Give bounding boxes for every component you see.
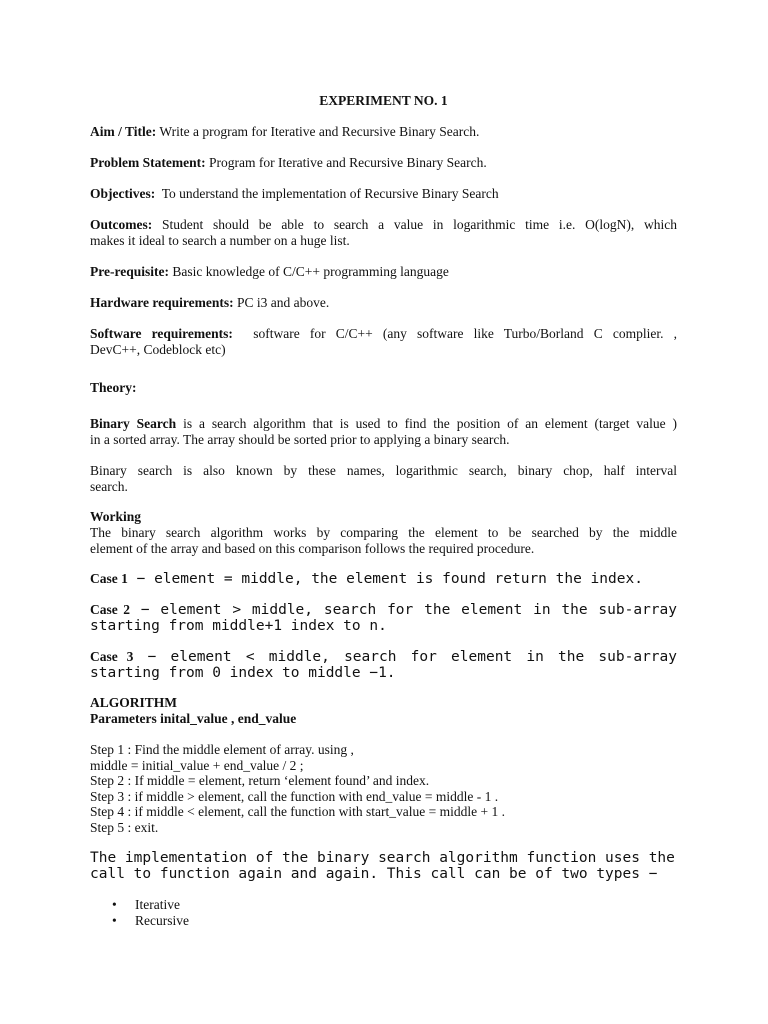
algorithm-heading: ALGORITHM [90, 695, 178, 710]
objectives-label: Objectives: [90, 186, 156, 201]
prereq-line [90, 264, 677, 280]
case-1 [90, 571, 677, 587]
bullet-icon: • [112, 913, 117, 928]
step-line: Step 4 : if middle < element, call the function with start_value = middle + 1 . [90, 804, 505, 819]
aka-line-2: search. [90, 479, 128, 494]
case-3-label: Case 3 [90, 649, 134, 664]
objectives-line [90, 186, 677, 202]
step-line: Step 5 : exit. [90, 819, 159, 835]
binary-search-line-2: in a sorted array. The array should be sorted prior to applying a binary search. [90, 432, 510, 447]
outcomes-label: Outcomes: [90, 217, 153, 232]
working-line-1: The binary search algorithm works by comparing the element to be searched by the middle [90, 525, 677, 540]
case-1-label: Case 1 [90, 571, 128, 586]
software-label: Software requirements: [90, 326, 233, 341]
working-heading: Working [90, 509, 142, 524]
call-types-list [90, 897, 677, 929]
prereq-text: Basic knowledge of C/C++ programming language [172, 264, 449, 279]
outcomes-line-2: makes it ideal to search a number on a huge list. [90, 233, 350, 248]
aim-text: Write a program for Iterative and Recursive Binary Search. [159, 124, 480, 139]
case-3-line-2: starting from 0 index to middle −1. [90, 665, 396, 681]
step-line: Step 3 : if middle > element, call the function with end_value = middle - 1 . [90, 788, 499, 804]
step-line: Step 2 : If middle = element, return ‘element found’ and index. [90, 773, 430, 788]
list-item [90, 913, 677, 929]
case-3-text-1: − element < middle, search for element in the sub-array [133, 649, 677, 665]
outcomes-line-1 [90, 217, 677, 233]
working-line-2: element of the array and based on this comparison follows the required procedure. [90, 541, 535, 556]
case-3-line-1 [90, 649, 677, 665]
list-item [90, 897, 677, 913]
hardware-label: Hardware requirements: [90, 295, 234, 310]
software-line-1 [90, 326, 677, 342]
step-line: Step 1 : Find the middle element of array. using , [90, 742, 354, 757]
software-line-2: DevC++, Codeblock etc) [90, 342, 226, 357]
binary-search-label: Binary Search [90, 416, 177, 431]
step-line: middle = initial_value + end_value / 2 ; [90, 757, 304, 773]
list-item-text: Recursive [135, 913, 189, 928]
problem-text: Program for Iterative and Recursive Binary Search. [208, 155, 487, 170]
prereq-label: Pre-requisite: [90, 264, 169, 279]
implementation-line-2: call to function again and again. This call can be of two types − [90, 866, 658, 882]
problem-line [90, 155, 677, 171]
aim-label: Aim / Title: [90, 124, 157, 139]
case-1-text: − element = middle, the element is found return the index. [127, 571, 643, 587]
aim-line [90, 124, 677, 140]
case-2-label: Case 2 [90, 602, 130, 617]
case-2-line-2: starting from middle+1 index to n. [90, 618, 387, 634]
case-2-line-1 [90, 602, 677, 618]
binary-search-text-1: is a search algorithm that is used to find the position of an element (target value ) [183, 416, 677, 431]
outcomes-text-1: Student should be able to search a value in logarithmic time i.e. O(logN), which [162, 217, 678, 232]
hardware-text: PC i3 and above. [236, 295, 330, 310]
theory-heading: Theory: [90, 380, 137, 395]
algorithm-params: Parameters inital_value , end_value [90, 711, 297, 726]
case-2-text-1: − element > middle, search for the element in the sub-array [129, 602, 677, 618]
aka-line-1: Binary search is also known by these names, logarithmic search, binary chop, half interval [90, 463, 677, 478]
problem-label: Problem Statement: [90, 155, 206, 170]
list-item-text: Iterative [135, 897, 180, 912]
objectives-text: To understand the implementation of Recursive Binary Search [161, 186, 499, 201]
software-text-1: software for C/C++ (any software like Turbo/Borland C complier. , [253, 326, 677, 341]
page-title: EXPERIMENT NO. 1 [319, 93, 448, 108]
binary-search-line-1 [90, 416, 677, 432]
hardware-line [90, 295, 677, 311]
bullet-icon: • [112, 897, 117, 912]
implementation-line-1: The implementation of the binary search algorithm function uses the [90, 850, 675, 866]
